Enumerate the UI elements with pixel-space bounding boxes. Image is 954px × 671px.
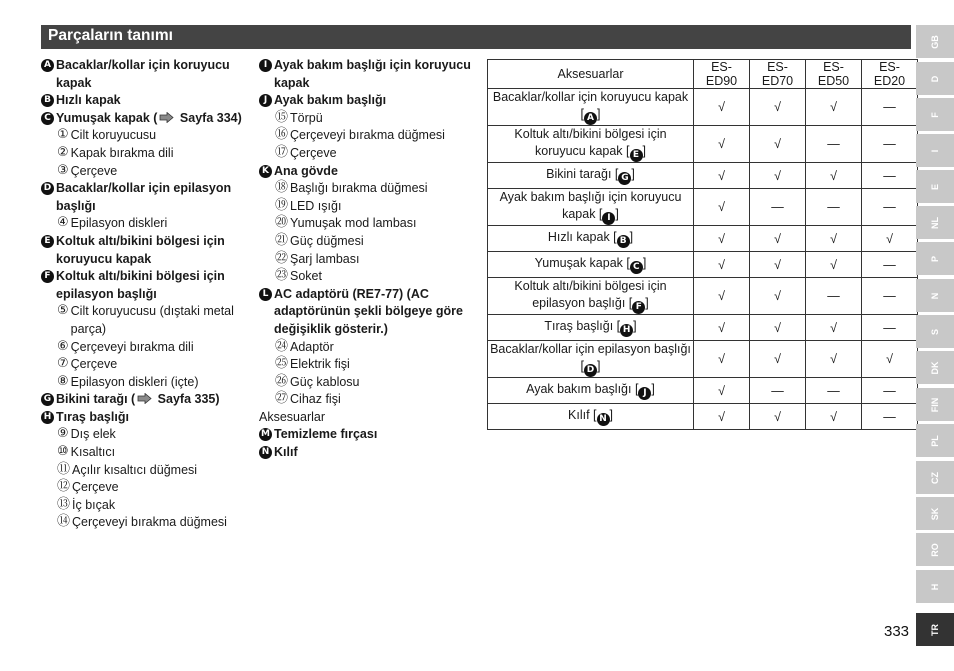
included-check-mark: √: [750, 252, 806, 278]
parts-list-item: [41, 127, 253, 145]
part-number-marker: ⑮: [275, 109, 289, 125]
part-label: Çerçeve: [70, 357, 118, 372]
column-header-accessories: Aksesuarlar: [488, 60, 694, 89]
part-number-marker: ⑭: [57, 514, 71, 530]
language-tab-tr[interactable]: [916, 613, 954, 646]
table-header-row: [488, 60, 918, 89]
parts-list-item: [41, 462, 253, 480]
accessory-name-cell: Yumuşak kapak [ C ]: [488, 252, 694, 278]
part-number-marker: ㉕: [275, 356, 289, 372]
accessory-name-cell: Ayak bakım başlığı için koruyucu kapak [ I ]: [488, 189, 694, 226]
language-tab-i[interactable]: [916, 134, 954, 167]
part-label: Güç düğmesi: [290, 233, 364, 248]
parts-list-item: [259, 391, 481, 409]
part-label: Ayak bakım başlığı: [274, 93, 387, 108]
not-included-dash: —: [806, 126, 862, 163]
part-letter-marker: A: [584, 112, 597, 125]
part-number-marker: ⑱: [275, 180, 289, 196]
part-label: Ayak bakım başlığı için koruyucu kapak: [274, 58, 471, 90]
part-number-marker: ⑦: [57, 356, 69, 372]
language-tab-fin[interactable]: [916, 388, 954, 421]
part-number-marker: ㉔: [275, 338, 289, 354]
parts-list-item: [259, 145, 481, 163]
language-tab-label: CZ: [930, 471, 940, 484]
parts-list-item: [41, 374, 253, 392]
parts-list-item: [259, 92, 481, 110]
part-label: Bacaklar/kollar için epilasyon başlığı: [56, 181, 232, 213]
part-label: Törpü: [290, 110, 323, 125]
language-tab-label: E: [930, 183, 940, 190]
part-letter-marker: J: [638, 387, 651, 400]
parts-list-left: [41, 57, 253, 532]
language-tab-s[interactable]: [916, 315, 954, 348]
part-label: Elektrik fişi: [290, 357, 350, 372]
table-row: [488, 404, 918, 430]
not-included-dash: —: [862, 189, 918, 226]
language-tab-label: NL: [930, 216, 940, 229]
part-letter-marker: H: [41, 411, 54, 424]
column-header-model: ES-ED50: [806, 60, 862, 89]
part-number-marker: ⑳: [275, 215, 289, 231]
not-included-dash: —: [862, 278, 918, 315]
table-row: [488, 89, 918, 126]
section-title: Parçaların tanımı: [48, 27, 173, 44]
page-number: 333: [884, 623, 910, 640]
part-number-marker: ㉑: [275, 232, 289, 248]
included-check-mark: √: [750, 89, 806, 126]
language-tab-nl[interactable]: [916, 206, 954, 239]
parts-list-item: [259, 268, 481, 286]
part-letter-marker: G: [618, 172, 631, 185]
part-letter-marker: C: [41, 112, 54, 125]
included-check-mark: √: [806, 315, 862, 341]
part-number-marker: ④: [57, 215, 69, 231]
not-included-dash: —: [862, 378, 918, 404]
table-row: [488, 315, 918, 341]
part-number-marker: ⑤: [57, 303, 69, 319]
table-row: [488, 126, 918, 163]
page-reference: Sayfa 334): [176, 110, 242, 125]
part-letter-marker: F: [41, 270, 54, 283]
part-letter-marker: D: [41, 182, 54, 195]
part-letter-marker: M: [259, 428, 272, 441]
included-check-mark: √: [750, 278, 806, 315]
accessory-name-cell: Tıraş başlığı [ H ]: [488, 315, 694, 341]
parts-list-item: [41, 444, 253, 462]
language-tab-label: RO: [930, 542, 940, 557]
language-tab-label: DK: [930, 361, 940, 374]
language-tab-label: P: [930, 255, 940, 262]
not-included-dash: —: [862, 163, 918, 189]
table-row: [488, 189, 918, 226]
parts-list-item: [41, 409, 253, 427]
table-row: [488, 252, 918, 278]
part-letter-marker: L: [259, 288, 272, 301]
part-letter-marker: F: [632, 301, 645, 314]
part-label: Cilt koruyucusu: [70, 128, 157, 143]
accessory-name-cell: Bikini tarağı [ G ]: [488, 163, 694, 189]
part-letter-marker: B: [41, 94, 54, 107]
language-tab-label: SK: [930, 507, 940, 520]
parts-list-item: [259, 233, 481, 251]
not-included-dash: —: [862, 404, 918, 430]
part-label: Yumuşak mod lambası: [290, 216, 417, 231]
accessory-name: Yumuşak kapak [: [534, 256, 630, 270]
part-label: Şarj lambası: [290, 251, 360, 266]
included-check-mark: √: [862, 341, 918, 378]
parts-list-item: [259, 374, 481, 392]
not-included-dash: —: [750, 189, 806, 226]
part-label: Aksesuarlar: [259, 409, 325, 424]
parts-list-item: [41, 145, 253, 163]
part-letter-marker: E: [630, 149, 643, 162]
parts-list-item: [259, 426, 481, 444]
included-check-mark: √: [806, 163, 862, 189]
not-included-dash: —: [806, 378, 862, 404]
parts-list-item: [41, 479, 253, 497]
part-number-marker: ⑧: [57, 373, 69, 389]
parts-list-item: [259, 110, 481, 128]
part-letter-marker: D: [584, 364, 597, 377]
language-tab-cz[interactable]: [916, 461, 954, 494]
parts-list-item: [41, 215, 253, 233]
language-tab-label: N: [930, 292, 940, 299]
part-label: Ana gövde: [274, 163, 338, 178]
not-included-dash: —: [862, 89, 918, 126]
column-header-model: ES-ED90: [694, 60, 750, 89]
accessory-name-cell: Kılıf [ N ]: [488, 404, 694, 430]
accessory-name-cell: Bacaklar/kollar için koruyucu kapak [ A ]: [488, 89, 694, 126]
part-label: Çerçeve: [290, 145, 337, 160]
parts-list-item: [41, 303, 253, 338]
part-number-marker: ⑥: [57, 338, 69, 354]
accessory-name-cell: Ayak bakım başlığı [ J ]: [488, 378, 694, 404]
accessory-name: Koltuk altı/bikini bölgesi için koruyucu kapak [: [514, 127, 667, 158]
part-letter-marker: B: [617, 235, 630, 248]
accessory-name: Kılıf [: [568, 408, 597, 422]
part-letter-marker: A: [41, 59, 54, 72]
not-included-dash: —: [806, 189, 862, 226]
part-number-marker: ㉖: [275, 373, 289, 389]
accessory-name-cell: Bacaklar/kollar için epilasyon başlığı [ D ]: [488, 341, 694, 378]
part-number-marker: ⑬: [57, 496, 71, 512]
included-check-mark: √: [694, 315, 750, 341]
language-tab-label: F: [930, 111, 940, 118]
table-row: [488, 163, 918, 189]
included-check-mark: √: [750, 404, 806, 430]
included-check-mark: √: [750, 341, 806, 378]
parts-list-middle: [259, 57, 481, 462]
parts-list-item: [41, 57, 253, 92]
part-number-marker: ㉗: [275, 391, 289, 407]
included-check-mark: √: [694, 189, 750, 226]
parts-list-item: [41, 497, 253, 515]
language-tab-ro[interactable]: [916, 533, 954, 566]
language-tab-label: GB: [930, 34, 940, 49]
part-number-marker: ②: [57, 144, 69, 160]
part-label: Bikini tarağı ( Sayfa 335): [56, 392, 220, 407]
language-tab-p[interactable]: [916, 242, 954, 275]
table-row: [488, 226, 918, 252]
part-number-marker: ㉒: [275, 250, 289, 266]
part-number-marker: ⑪: [57, 461, 71, 477]
language-tab-f[interactable]: [916, 98, 954, 131]
accessory-name: Ayak bakım başlığı için koruyucu kapak [: [499, 190, 682, 221]
not-included-dash: —: [806, 278, 862, 315]
part-label: Güç kablosu: [290, 374, 360, 389]
accessory-name: Tıraş başlığı [: [544, 319, 621, 333]
part-label: Epilasyon diskleri (içte): [70, 374, 199, 389]
part-label: Yumuşak kapak ( Sayfa 334): [56, 110, 242, 125]
column-header-model: ES-ED20: [862, 60, 918, 89]
parts-list-item: [41, 391, 253, 409]
parts-list-item: [41, 233, 253, 268]
accessory-name: Bikini tarağı [: [546, 167, 619, 181]
part-label: Epilasyon diskleri: [70, 216, 168, 231]
language-tab-n[interactable]: [916, 279, 954, 312]
parts-list-item: [259, 180, 481, 198]
language-tab-h[interactable]: [916, 570, 954, 603]
part-label: Başlığı bırakma düğmesi: [290, 181, 428, 196]
parts-list-item: [259, 163, 481, 181]
accessory-name: Ayak bakım başlığı [: [526, 382, 639, 396]
part-letter-marker: G: [41, 393, 54, 406]
table-row: [488, 278, 918, 315]
part-letter-marker: N: [597, 413, 610, 426]
part-label: Dış elek: [70, 427, 116, 442]
parts-list-item: [41, 426, 253, 444]
language-tab-d[interactable]: [916, 62, 954, 95]
part-letter-marker: N: [259, 446, 272, 459]
included-check-mark: √: [694, 126, 750, 163]
parts-list-item: [259, 339, 481, 357]
included-check-mark: √: [806, 226, 862, 252]
part-number-marker: ⑩: [57, 444, 69, 460]
part-label: Temizleme fırçası: [274, 427, 378, 442]
included-check-mark: √: [750, 126, 806, 163]
not-included-dash: —: [862, 252, 918, 278]
language-tab-e[interactable]: [916, 170, 954, 203]
part-label: Kapak bırakma dili: [70, 145, 174, 160]
accessory-name-cell: Hızlı kapak [ B ]: [488, 226, 694, 252]
language-tab-label: FIN: [930, 397, 940, 412]
part-label: Cilt koruyucusu (dıştaki metal parça): [70, 304, 234, 336]
parts-list-item: [41, 339, 253, 357]
part-number-marker: ①: [57, 127, 69, 143]
part-letter-marker: J: [259, 94, 272, 107]
parts-list-item: [41, 110, 253, 128]
parts-list-item: [41, 268, 253, 303]
not-included-dash: —: [862, 126, 918, 163]
included-check-mark: √: [694, 404, 750, 430]
included-check-mark: √: [694, 278, 750, 315]
part-label: Çerçeveyi bırakma düğmesi: [290, 128, 445, 143]
language-tab-label: PL: [930, 434, 940, 447]
included-check-mark: √: [862, 226, 918, 252]
accessories-table: [487, 59, 918, 430]
part-letter-marker: I: [602, 212, 615, 225]
language-tab-gb[interactable]: [916, 25, 954, 58]
part-label: Çerçeve: [72, 480, 119, 495]
page-reference: Sayfa 335): [154, 392, 220, 407]
parts-list-item: [259, 286, 481, 339]
part-letter-marker: I: [259, 59, 272, 72]
part-number-marker: ⑲: [275, 197, 289, 213]
part-label: Cihaz fişi: [290, 392, 341, 407]
part-letter-marker: C: [630, 261, 643, 274]
parts-list-item: [41, 180, 253, 215]
parts-list-item: [41, 163, 253, 181]
part-label: LED ışığı: [290, 198, 342, 213]
language-tab-label: D: [930, 75, 940, 82]
part-label: Bacaklar/kollar için koruyucu kapak: [56, 58, 230, 90]
included-check-mark: √: [694, 252, 750, 278]
parts-list-item: [41, 356, 253, 374]
section-header: [41, 25, 911, 49]
part-letter-marker: K: [259, 165, 272, 178]
accessory-name-cell: Koltuk altı/bikini bölgesi için epilasyon başlığı [ F ]: [488, 278, 694, 315]
included-check-mark: √: [806, 341, 862, 378]
column-header-model: ES-ED70: [750, 60, 806, 89]
language-tab-sk[interactable]: [916, 497, 954, 530]
table-row: [488, 378, 918, 404]
parts-list-item: [259, 215, 481, 233]
parts-list-item: [259, 198, 481, 216]
parts-list-item: [41, 514, 253, 532]
part-label: Kısaltıcı: [70, 445, 116, 460]
parts-list-item: [259, 444, 481, 462]
page-reference-arrow-icon: [137, 393, 152, 404]
part-number-marker: ⑯: [275, 127, 289, 143]
included-check-mark: √: [694, 163, 750, 189]
part-label: Çerçeve: [70, 163, 118, 178]
part-number-marker: ⑰: [275, 144, 289, 160]
included-check-mark: √: [694, 341, 750, 378]
included-check-mark: √: [750, 163, 806, 189]
part-label: Soket: [290, 269, 322, 284]
parts-list-item: [259, 127, 481, 145]
accessory-name: Bacaklar/kollar için koruyucu kapak [: [492, 90, 689, 121]
part-label: Çerçeveyi bırakma düğmesi: [72, 515, 227, 530]
part-label: Koltuk altı/bikini bölgesi için koruyucu kapak: [56, 233, 225, 266]
language-tab-label: H: [930, 583, 940, 590]
part-label: AC adaptörü (RE7-77) (AC adaptörünün şekli bölgeye göre değişiklik gösterir.): [274, 286, 463, 336]
included-check-mark: √: [694, 89, 750, 126]
parts-list-item: [259, 409, 481, 427]
not-included-dash: —: [862, 315, 918, 341]
part-number-marker: ⑨: [57, 426, 69, 442]
part-label: İç bıçak: [72, 497, 116, 512]
part-letter-marker: H: [620, 324, 633, 337]
included-check-mark: √: [750, 226, 806, 252]
part-label: Çerçeveyi bırakma dili: [70, 339, 194, 354]
page-reference-arrow-icon: [159, 112, 174, 123]
part-label: Kılıf: [274, 445, 298, 460]
parts-list-item: [259, 57, 481, 92]
part-label: Koltuk altı/bikini bölgesi için epilasyon başlığı: [56, 269, 225, 301]
part-label: Hızlı kapak: [56, 93, 121, 108]
accessory-name-cell: Koltuk altı/bikini bölgesi için koruyucu kapak [ E ]: [488, 126, 694, 163]
included-check-mark: √: [694, 226, 750, 252]
part-label: Açılır kısaltıcı düğmesi: [72, 462, 198, 477]
part-letter-marker: E: [41, 235, 54, 248]
included-check-mark: √: [806, 89, 862, 126]
included-check-mark: √: [806, 404, 862, 430]
parts-list-item: [259, 356, 481, 374]
parts-list-item: [41, 92, 253, 110]
part-number-marker: ⑫: [57, 479, 71, 495]
language-tab-label: I: [930, 149, 940, 152]
language-tab-label: S: [930, 328, 940, 335]
part-number-marker: ③: [57, 162, 69, 178]
accessory-name: Bacaklar/kollar için epilasyon başlığı [: [490, 342, 691, 373]
language-tab-pl[interactable]: [916, 424, 954, 457]
parts-list-item: [259, 251, 481, 269]
language-tab-label: TR: [930, 623, 940, 636]
accessory-name: Hızlı kapak [: [547, 230, 617, 244]
not-included-dash: —: [750, 378, 806, 404]
included-check-mark: √: [806, 252, 862, 278]
included-check-mark: √: [694, 378, 750, 404]
language-tab-dk[interactable]: [916, 351, 954, 384]
part-number-marker: ㉓: [275, 268, 289, 284]
table-row: [488, 341, 918, 378]
included-check-mark: √: [750, 315, 806, 341]
part-label: Adaptör: [290, 339, 334, 354]
accessory-name: Koltuk altı/bikini bölgesi için epilasyon başlığı [: [514, 279, 667, 310]
part-label: Tıraş başlığı: [56, 409, 129, 424]
